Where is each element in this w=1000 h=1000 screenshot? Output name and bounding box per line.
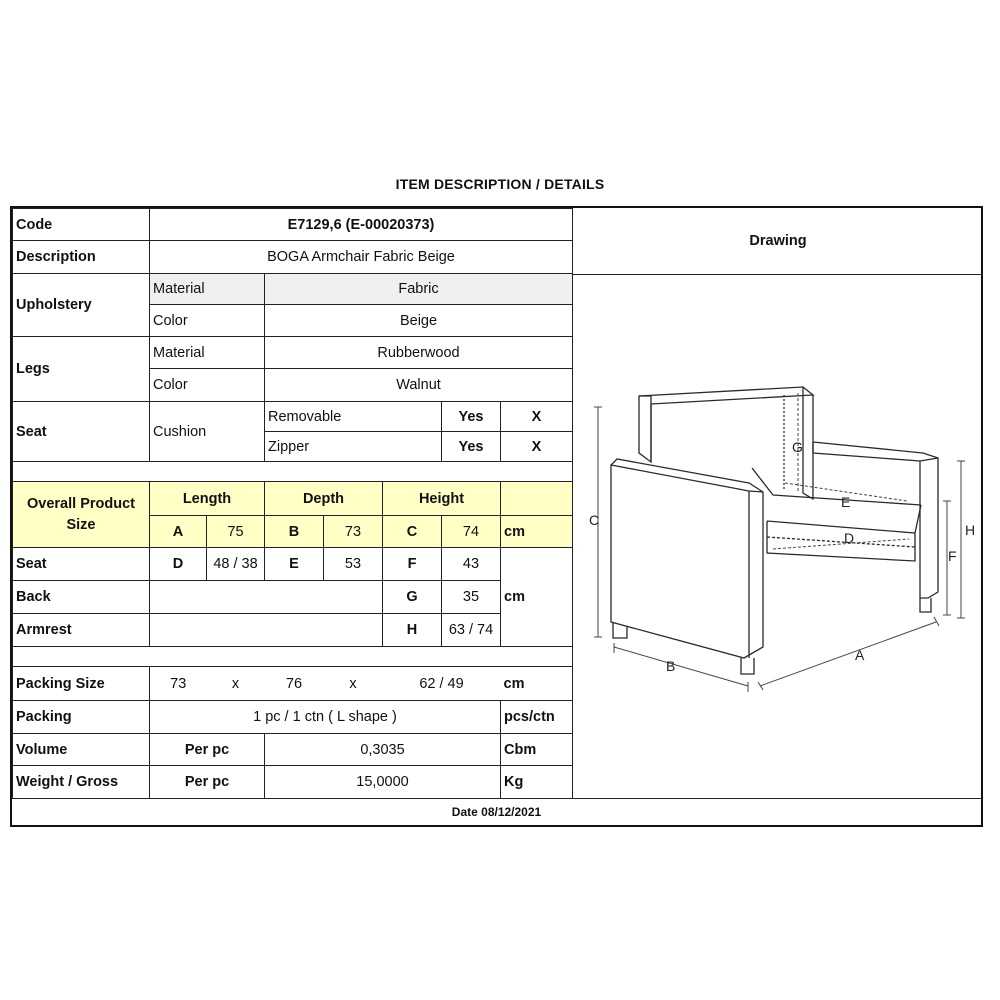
dim-f-value: 43 <box>442 548 501 581</box>
seat-zipper-value: Yes <box>442 432 501 462</box>
volume-unit: Cbm <box>501 734 573 766</box>
letter-d: D <box>844 530 855 546</box>
upholstery-material-label: Material <box>150 274 265 305</box>
legs-color-label: Color <box>150 369 265 402</box>
seat-zipper-label: Zipper <box>265 432 442 462</box>
description-row <box>13 241 573 274</box>
upholstery-material-value: Fabric <box>265 274 573 305</box>
overall-unit: cm <box>501 516 573 548</box>
letter-c: C <box>589 512 600 528</box>
seat-label: Seat <box>13 402 150 462</box>
dim-e-label: E <box>265 548 324 581</box>
packing-value: 1 pc / 1 ctn ( L shape ) <box>150 701 501 734</box>
seat-cushion-label: Cushion <box>150 402 265 462</box>
letter-a: A <box>855 647 865 663</box>
letter-g: G <box>792 439 803 455</box>
overall-header-row <box>13 482 573 516</box>
dim-d-label: D <box>150 548 207 581</box>
seat-removable-label: Removable <box>265 402 442 432</box>
dim-a-value: 75 <box>207 516 265 548</box>
seat-zipper-mark: X <box>501 432 573 462</box>
description-label: Description <box>13 241 150 274</box>
length-header: Length <box>150 482 265 516</box>
code-label: Code <box>13 209 150 241</box>
packing-size-l: 73 <box>150 667 207 701</box>
code-row <box>13 209 573 241</box>
upholstery-color-value: Beige <box>265 305 573 337</box>
legs-color-value: Walnut <box>265 369 573 402</box>
letter-e: E <box>841 494 851 510</box>
seat-dims-row <box>13 548 573 581</box>
seat-dims-label: Seat <box>13 548 150 581</box>
packing-size-row <box>13 667 573 701</box>
packing-size-unit: cm <box>501 667 573 701</box>
packing-size-x1: x <box>207 667 265 701</box>
dimension-lines <box>594 393 965 692</box>
volume-label: Volume <box>13 734 150 766</box>
packing-label: Packing <box>13 701 150 734</box>
depth-header: Depth <box>265 482 383 516</box>
armrest-dims-row <box>13 614 573 647</box>
upholstery-color-label: Color <box>150 305 265 337</box>
upholstery-material-row <box>13 274 573 305</box>
weight-label: Weight / Gross <box>13 766 150 799</box>
armchair-drawing <box>573 275 984 798</box>
details-table <box>12 208 573 799</box>
dim-h-value: 63 / 74 <box>442 614 501 647</box>
weight-per: Per pc <box>150 766 265 799</box>
dim-b-value: 73 <box>324 516 383 548</box>
height-header: Height <box>383 482 501 516</box>
dim-g-value: 35 <box>442 581 501 614</box>
overall-size-label: Overall Product Size <box>13 482 150 548</box>
code-value: E7129,6 (E-00020373) <box>150 209 573 241</box>
packing-size-h: 62 / 49 <box>383 667 501 701</box>
seat-removable-row <box>13 402 573 432</box>
packing-unit: pcs/ctn <box>501 701 573 734</box>
dim-e-value: 53 <box>324 548 383 581</box>
page-title: ITEM DESCRIPTION / DETAILS <box>395 176 605 192</box>
legs-material-value: Rubberwood <box>265 337 573 369</box>
volume-per: Per pc <box>150 734 265 766</box>
weight-value: 15,0000 <box>265 766 501 799</box>
dims-unit: cm <box>501 548 573 647</box>
dim-d-value: 48 / 38 <box>207 548 265 581</box>
volume-row <box>13 734 573 766</box>
dim-a-label: A <box>150 516 207 548</box>
dim-f-label: F <box>383 548 442 581</box>
volume-value: 0,3035 <box>265 734 501 766</box>
drawing-panel <box>572 208 983 798</box>
packing-size-w: 76 <box>265 667 324 701</box>
letter-h: H <box>965 522 976 538</box>
dimension-letters <box>589 439 975 674</box>
seat-removable-value: Yes <box>442 402 501 432</box>
dim-b-label: B <box>265 516 324 548</box>
drawing-header: Drawing <box>573 208 983 275</box>
letter-f: F <box>948 548 957 564</box>
back-dims-label: Back <box>13 581 150 614</box>
description-value: BOGA Armchair Fabric Beige <box>150 241 573 274</box>
weight-row <box>13 766 573 799</box>
packing-row <box>13 701 573 734</box>
spacer-row-2 <box>13 647 573 667</box>
spacer-row <box>13 462 573 482</box>
packing-size-x2: x <box>324 667 383 701</box>
packing-size-label: Packing Size <box>13 667 150 701</box>
footer-date: Date 08/12/2021 <box>12 798 981 825</box>
letter-b: B <box>666 658 676 674</box>
dim-h-label: H <box>383 614 442 647</box>
armchair-outline <box>611 387 938 674</box>
upholstery-label: Upholstery <box>13 274 150 337</box>
dim-c-value: 74 <box>442 516 501 548</box>
details-sheet <box>10 206 983 827</box>
dim-c-label: C <box>383 516 442 548</box>
back-dims-row <box>13 581 573 614</box>
weight-unit: Kg <box>501 766 573 799</box>
legs-label: Legs <box>13 337 150 402</box>
dim-g-label: G <box>383 581 442 614</box>
legs-material-row <box>13 337 573 369</box>
seat-removable-mark: X <box>501 402 573 432</box>
legs-material-label: Material <box>150 337 265 369</box>
armrest-dims-label: Armrest <box>13 614 150 647</box>
